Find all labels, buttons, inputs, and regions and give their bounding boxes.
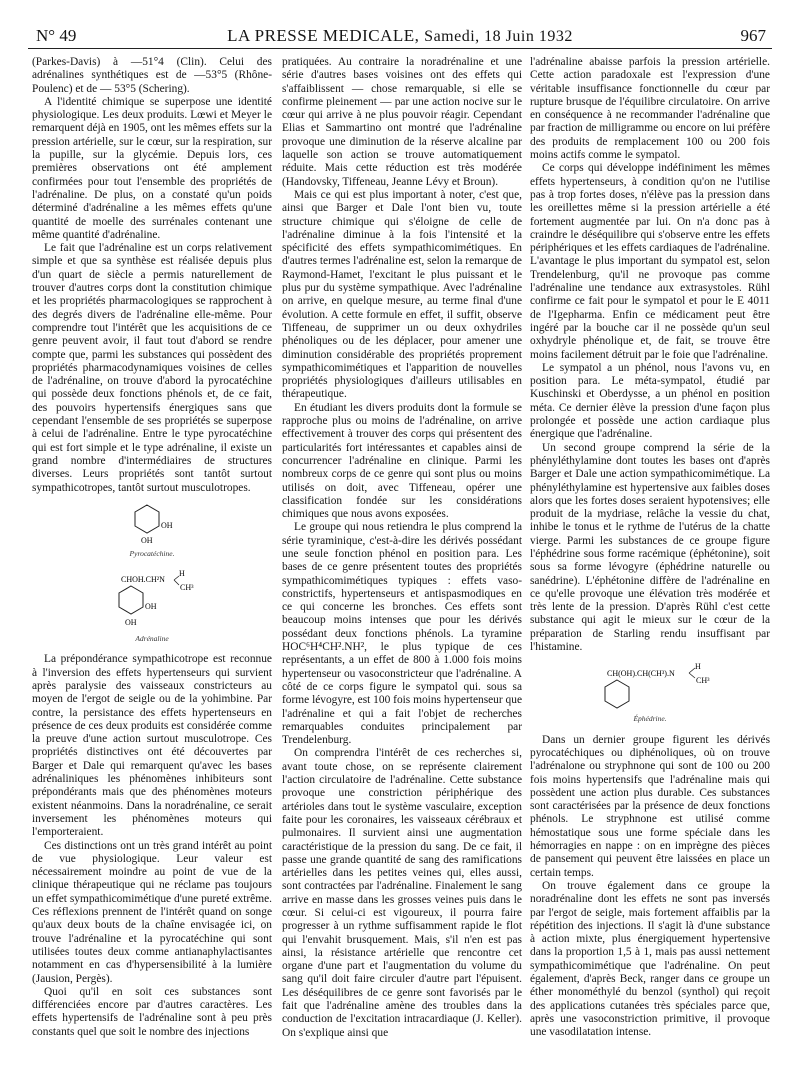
journal-masthead: [28, 26, 772, 46]
paragraph: En étudiant les divers produits dont la formule se rapproche plus ou moins de l'adrénaline, on arrive effectivement à trouver des corps qui présentent des particularités fort intéressantes et capables ainsi de concurrencer l'adrénaline en clinique. Parmi les nombreux corps de ce genre qui sont plus ou moins utilisés on doit, avec Tiffeneau, opérer une classification fondée sur les considérations chimiques que nous avons exposées.: [282, 401, 522, 521]
paragraph: Un second groupe comprend la série de la phényléthylamine dont toutes les bases ont d'après Barger et Dale une action sympathicomimétique. La phényléthylamine est hypertensive aux faibles doses alors que les fortes doses seraient hypotensives; elle produit de la mydriase, relâche la vessie du chat, inhibe le tonus et le rythme de l'utérus de la chatte vierge. Parmi les substances de ce groupe figure l'éphédrine sous forme racémique (éphétonine), soit sous sa forme lévogyre (éphédrine naturelle ou sanédrine). L'éphétonine diffère de l'adrénaline en ce qu'elle provoque une élévation très modérée et très lente de la pression. D'après Rühl c'est cette substance qui agit le mieux sur le cœur de la préparation de Starling rendu insuffisant par l'histamine.: [530, 441, 770, 654]
hydrogen-label: H: [695, 662, 701, 672]
benzene-ring-icon: [575, 662, 725, 712]
side-chain-label: CHOH.CH²N: [121, 575, 165, 585]
paragraph: A l'identité chimique se superpose une identité physiologique. Les deux produits. Lœwi et Meyer le remarquent déjà en 1905, ont les mêmes effets sur la pression artérielle, sur le cœur, sur la respiration, sur la pupille, sur la glycémie. Depuis lors, ces premières observations ont été amplement confirmées pour tout l'ensemble des propriétés de l'adrénaline. De plus, on a constaté qu'un poids déterminé d'adrénaline a les mêmes effets qu'une quantité de moelle des surrénales contenant une même quantité d'adrénaline.: [32, 95, 272, 241]
paragraph: Ces distinctions ont un très grand intérêt au point de vue physiologique. Leur valeur est nécessairement moindre au point de vue de la clinique thérapeutique qui ne réclame pas toujours un effet sympathicomimétique d'une pureté extrême. Ces réflexions prennent de l'intérêt quand on songe qu'aux deux bouts de la chaîne envisagée ici, on trouve l'adrénaline et la pyrocatéchine qui sont utilisées toutes deux comme antianaphylactisantes notamment en cas d'hypersensibilité à la lumière (Jausion, Pergès).: [32, 839, 272, 985]
issue-number: N° 49: [36, 26, 77, 45]
paragraph: Ce corps qui développe indéfiniment les mêmes effets hypertenseurs, à condition qu'on ne l'utilise pas à trop fortes doses, n'élève pas la pression dans les oreillettes même si la pression artérielle a été fortement augmentée par lui. On n'a donc pas à craindre le déséquilibre qui s'observe entre les effets périphériques et les effets cardiaques de l'adrénaline. L'avantage le plus important du sympatol est, selon Trendelenburg, qu'il ne provoque pas comme l'adrénaline une tendance aux extrasystoles. Rühl confirme ce fait pour le sympatol et pour le E 4011 de l'Igepharma. Enfin ce médicament peut être ingéré par la bouche car il ne possède qu'un seul oxhydryle phénolique et, de fait, se trouve être moins facilement détruit par le foie que l'adrénaline.: [530, 162, 770, 361]
paragraph: On trouve également dans ce groupe la noradrénaline dont les effets ne sont pas inversés par l'ergot de seigle, mais fortement affaiblis par la répétition des injections. Il s'agit là d'une substance à action mixte, plus énergiquement hypertensive dans la proportion 1,5 à 1, mais pas aussi nettement sympathicomimétique que l'adrénaline. On peut également, d'après Beck, ranger dans ce groupe un éther monométhylé du benzol (synthol) qui reçoit des applications cutanées très spéciales parce que, après une vasoconstriction primitive, il provoque une vasodilatation intense.: [530, 879, 770, 1039]
paragraph: Quoi qu'il en soit ces substances sont différenciées encore par d'autres caractères. Les effets hypertensifs de l'adrénaline sont à peu près constants quel que soit le nombre des injections: [32, 985, 272, 1038]
hydroxyl-label: OH: [141, 535, 153, 545]
journal-title: LA PRESSE MEDICALE,: [227, 26, 420, 45]
side-chain-label: CH(OH).CH(CH³).N: [607, 669, 675, 679]
page-header: [28, 26, 772, 49]
formula-caption: Adrénaline: [135, 634, 169, 644]
column-1: [32, 56, 272, 1039]
issue-date: Samedi, 18 Juin 1932: [424, 28, 573, 45]
benzene-ring-icon: [87, 568, 217, 632]
paragraph: Le fait que l'adrénaline est un corps relativement simple et que sa synthèse est réalisée depuis plus d'un quart de siècle a permis naturellement de trouver d'autres corps dont la constitution chimique et les propriétés pharmacologiques se rapprochent à des degrés divers de l'adrénaline elle-même. Pour comprendre tout l'intérêt que les acquisitions de ce genre peuvent avoir, il faut tout d'abord se rendre compte que, parmi les substances qui possèdent des propriétés pharmacodynamiques voisines de celles de l'adrénaline, on trouve d'abord la pyrocatéchine qui possède deux fonctions phénols et, de ce fait, des pouvoirs hypertensifs énergiques sans que cependant l'ensemble de ses propriétés se superpose à celui de l'adrénaline. Entre le type pyrocatéchine qui est fort simple et le type adrénaline, il existe un grand nombre d'intermédiaires de structures diverses. Leurs propriétés sont tantôt surtout sympathicotropes, tantôt surtout musculotropes.: [32, 242, 272, 494]
paragraph: Mais ce qui est plus important à noter, c'est que, ainsi que Barger et Dale l'ont bien vu, toute structure chimique qui s'éloigne de celle de l'adrénaline diminue à la fois l'intensité et la spécificité des effets sympathicomimétiques. En d'autres termes l'adrénaline est, selon la remarque de Raymond-Hamet, l'excitant le plus puissant et le plus pur du système sympathique. Avec l'adrénaline on arrive, en quelque mesure, au terme final d'une évolution. A cette formule en effet, il suffit, observe Tiffeneau, de supprimer un ou deux oxhydriles phénoliques ou de les déplacer, pour amener une diminution considérable des propriétés proprement sympathicomimétiques et l'apparition de nouvelles propriétés physiologiques d'ailleurs utilisables en thérapeutique.: [282, 188, 522, 401]
paragraph: (Parkes-Davis) à —51°4 (Clin). Celui des adrénalines synthétiques est de —53°5 (Rhône-Poulenc) et de — 53°5 (Schering).: [32, 56, 272, 95]
column-3: [530, 56, 770, 1039]
hydroxyl-label: OH: [161, 520, 173, 530]
adrenaline-formula: [32, 568, 272, 645]
paragraph: La prépondérance sympathicotrope est reconnue à l'inversion des effets hypertenseurs qui survient après paralysie des vaisseaux constricteurs au moyen de l'ergot de seigle ou de la yohimbine. Par contre, la persistance des effets hypertenseurs en présence de ces deux produits est considérée comme la preuve d'une action surtout musculotrope. Ces propriétés distinctives ont été découvertes par Barger et Dale qui remarquent qu'avec les bases adrénaliniques les phénomènes inhibiteurs sont prépondérants mais que des phénomènes moteurs existent néanmoins. Dans la noradrénaline, ce serait inversement les phénomènes moteurs qui l'emporteraient.: [32, 653, 272, 839]
hydroxyl-label: OH: [125, 618, 137, 628]
column-2: [282, 56, 522, 1040]
paragraph: pratiquées. Au contraire la noradrénaline et une série d'autres bases voisines ont des effets qui s'affaiblissent — chose remarquable, si elle se confirme pleinement — par une action nocive sur le cœur qui arrive à ne plus pouvoir réagir. Cependant Elias et Sammartino ont montré que l'adrénaline provoque une diminution de la réserve alcaline par laquelle son action se trouve automatiquement réduite. Mais cette réduction est très modérée (Handovsky, Tiffeneau, Jeanne Lévy et Broun).: [282, 56, 522, 188]
page-number: 967: [740, 26, 766, 45]
paragraph: Dans un dernier groupe figurent les dérivés pyrocatéchiques ou diphénoliques, où on trouve l'adrénalone ou stryphnone qui sont de 100 ou 200 fois moins hypertensifs que l'adrénaline mais qui possèdent une action plus durable. Ces substances sont caractérisées par la présence de deux fonctions phénols. Le stryphnone est utilisé comme hémostatique sous une forme spéciale dans les hémorragies en nappe : on en imprègne des pièces de pansement qui peuvent être laissées en place un certain temps.: [530, 733, 770, 879]
pyrocatechine-formula: [32, 503, 272, 560]
formula-caption: Éphédrine.: [633, 714, 667, 724]
methyl-label: CH³: [696, 676, 710, 686]
paragraph: l'adrénaline abaisse parfois la pression artérielle. Cette action paradoxale est l'expression d'une véritable insuffisance fonctionnelle du cœur par rupture brusque de l'équilibre circulatoire. On arrive en conséquence à ne recommander l'adrénaline que par fraction de milligramme ou encore on lui préfère des produits de remplacement 100 ou 200 fois moins actifs comme le sympatol.: [530, 56, 770, 162]
hydroxyl-label: OH: [145, 602, 157, 612]
paragraph: On comprendra l'intérêt de ces recherches si, avant toute chose, on se représente clairement l'action circulatoire de l'adrénaline. Cette substance provoque une constriction périphérique des artérioles dans tout le système vasculaire, exception faite pour les coronaires, les vaisseaux cérébraux et pulmonaires. Il survient ainsi une augmentation caractéristique de la pression du sang. De ce fait, il passe une grande quantité de sang des ramifications artérielles dans les petites veines qui, elles aussi, sont contractées par l'adrénaline. Finalement le sang arrive en masse dans les grosses veines puis dans le cœur. Si celui-ci est vigoureux, il pourra faire progresser à un rythme suffisamment rapide le flot qui l'envahit brusquement. Mais, s'il n'en est pas ainsi, la résistance artérielle que rencontre cet organe d'une part et l'augmentation du volume du sang qu'il doit faire circuler d'autre part l'épuisent. Les déséquilibres de ce genre sont favorisés par le fait que l'adrénaline amène des troubles dans la conduction de l'excitation intracardiaque (J. Keller). On s'explique ainsi que: [282, 747, 522, 1039]
paragraph: Le groupe qui nous retiendra le plus comprend la série tyraminique, c'est-à-dire les dérivés possédant une seule fonction phénol en position para. Les bases de ce genre présentent toutes des propriétés sympathicomimétiques typiques : effets vaso-constrictifs, hypertenseurs et antispasmodiques en ce qui concerne les bronches. Ces effets sont beaucoup moins intenses que pour les dérivés possédant deux fonctions phénols. La tyramine HOC⁶H⁴CH².NH², le plus typique de ces représentants, a un effet de 800 à 1.000 fois moins hypertenseur ou vasoconstricteur que l'adrénaline. A côté de ce corps figure le sympatol qui. sous sa forme lévogyre, est 100 fois moins hypertenseur que l'adrénaline et qui a fait l'objet de recherches remarquables conduites principalement par Trendelenburg.: [282, 521, 522, 747]
methyl-label: CH³: [180, 583, 194, 593]
ephedrine-formula: [530, 662, 770, 725]
benzene-ring-icon: [107, 503, 197, 547]
hydrogen-label: H: [179, 569, 185, 579]
paragraph: Le sympatol a un phénol, nous l'avons vu, en position para. Le méta-sympatol, étudié par Kuschinski et Oberdysse, a un phénol en position méta. Ce dernier élève la pression d'une façon plus prolongée et possède une action cardiaque plus énergique que l'adrénaline.: [530, 361, 770, 441]
formula-caption: Pyrocatéchine.: [129, 548, 175, 558]
